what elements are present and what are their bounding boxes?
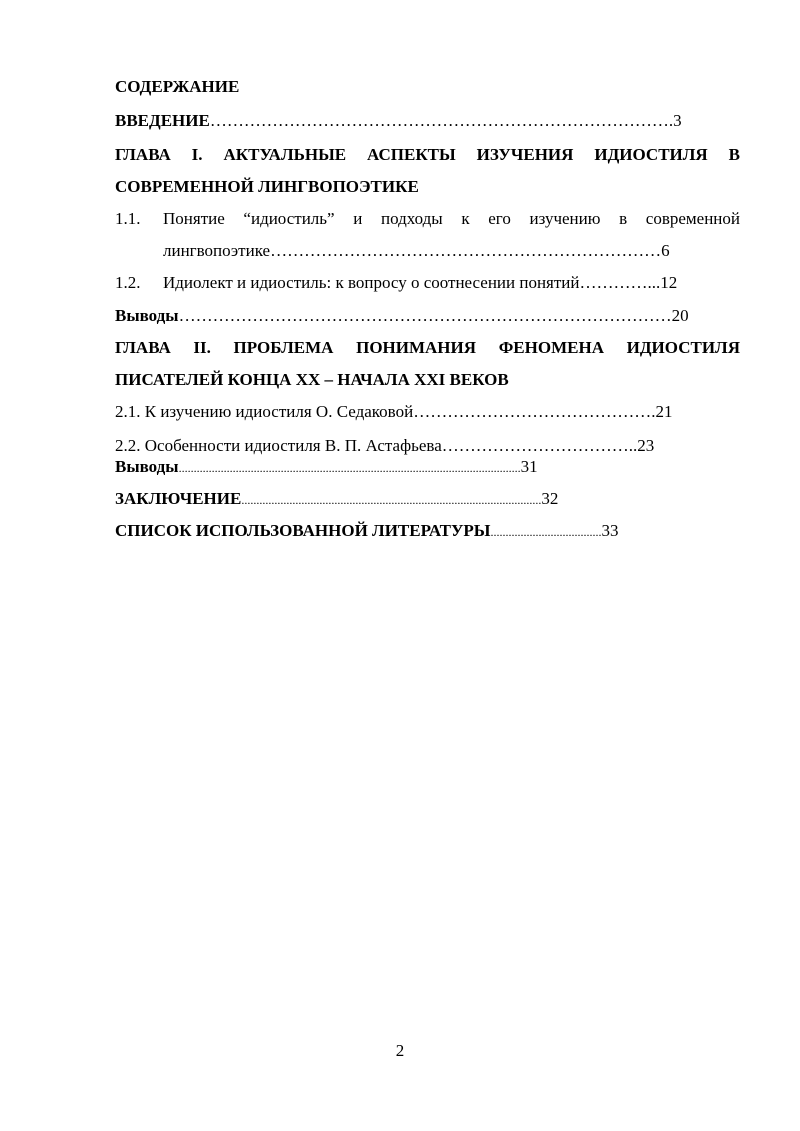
toc-entry-conclusion (115, 489, 558, 510)
toc-section-2-2 (115, 436, 654, 456)
toc-page-number: 31 (520, 457, 538, 476)
toc-entry-title: ВВЕДЕНИЕ (115, 111, 210, 130)
toc-entry-title: Выводы (115, 306, 179, 325)
toc-entry-intro (115, 111, 682, 131)
toc-leader-dots: ………….. (579, 273, 656, 292)
toc-page-number: 23 (637, 436, 655, 455)
toc-leader-dots: ..................................... (490, 525, 602, 539)
toc-section-number: 1.1. (115, 209, 141, 228)
toc-page-number: 3 (673, 111, 682, 130)
toc-entry-bibliography (115, 521, 619, 542)
toc-entry-title: Выводы (115, 457, 179, 476)
page-number: 2 (395, 1041, 405, 1060)
toc-page-number: 32 (541, 489, 559, 508)
toc-entry-conclusions-1 (115, 306, 689, 326)
toc-entry-title: ЗАКЛЮЧЕНИЕ (115, 489, 242, 508)
toc-page-number: 21 (655, 402, 673, 421)
toc-page-number: .12 (656, 273, 678, 292)
toc-chapter2-line1: ГЛАВА II. ПРОБЛЕМА ПОНИМАНИЯ ФЕНОМЕНА ИДИОСТИЛЯ (115, 338, 740, 357)
toc-leader-dots: .................................................................................................... (241, 493, 542, 507)
toc-page-number: 6 (661, 241, 670, 260)
toc-leader-dots: ……………………………………. (413, 402, 656, 421)
toc-leader-dots: …………………………………………………………………………… (178, 306, 672, 325)
toc-page-number: 33 (601, 521, 619, 540)
toc-entry-title: 2.2. Особенности идиостиля В. П. Астафьева (115, 436, 442, 455)
toc-page-number: 20 (671, 306, 689, 325)
toc-entry-conclusions-2 (115, 457, 538, 478)
toc-section-2-1 (115, 402, 672, 422)
toc-chapter1-line1: ГЛАВА I. АКТУАЛЬНЫЕ АСПЕКТЫ ИЗУЧЕНИЯ ИДИОСТИЛЯ В (115, 145, 740, 164)
toc-entry-title: 2.1. К изучению идиостиля О. Седаковой (115, 402, 414, 421)
toc-chapter1-line2: СОВРЕМЕННОЙ ЛИНГВОПОЭТИКЕ (115, 177, 419, 196)
toc-entry-title: СПИСОК ИСПОЛЬЗОВАННОЙ ЛИТЕРАТУРЫ (115, 521, 491, 540)
toc-section-1-2 (163, 273, 677, 293)
toc-section-1-1-line2 (163, 241, 670, 261)
toc-leader-dots: …………………………………………………………… (270, 241, 662, 260)
toc-leader-dots: …………………………….. (441, 436, 638, 455)
toc-entry-title: лингвопоэтике (163, 241, 271, 260)
toc-chapter2-line2: ПИСАТЕЛЕЙ КОНЦА XX – НАЧАЛА XXI ВЕКОВ (115, 370, 509, 389)
toc-entry-title: Идиолект и идиостиль: к вопросу о соотнесении понятий (163, 273, 580, 292)
toc-leader-dots: .................................................................................................................. (178, 461, 521, 475)
toc-section-number: 1.2. (115, 273, 141, 292)
toc-section-1-1-line1: Понятие “идиостиль” и подходы к его изучению в современной (163, 209, 740, 228)
toc-leader-dots: ………………………………………………………………………. (209, 111, 674, 130)
toc-heading: СОДЕРЖАНИЕ (115, 77, 240, 96)
